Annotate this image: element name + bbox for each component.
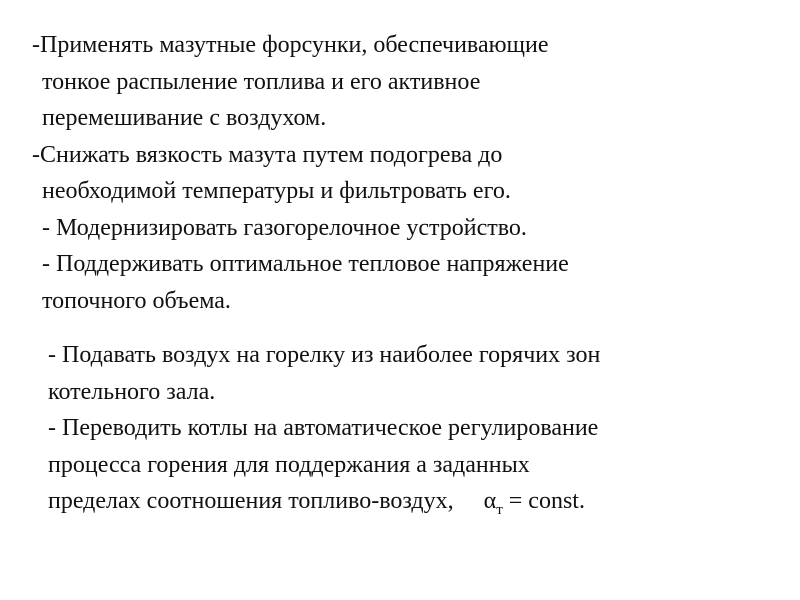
text-line: пределах соотношения топливо-воздух, — [48, 488, 454, 514]
alpha-subscript: т — [496, 502, 503, 518]
text-line: процесса горения для поддержания а заданных — [48, 451, 530, 478]
text-line: топочного объема. — [42, 287, 231, 314]
text-line-with-formula — [48, 483, 600, 520]
text-line: -Снижать вязкость мазута путем подогрева до — [32, 141, 503, 168]
text-line: перемешивание с воздухом. — [42, 105, 327, 131]
text-line: - Подавать воздух на горелку из наиболее горячих зон — [48, 342, 601, 368]
text-line: - Модернизировать газогорелочное устройство. — [42, 214, 527, 241]
recommendations-bottom-block — [48, 337, 600, 520]
text-line: -Применять мазутные форсунки, обеспечивающие — [32, 32, 549, 58]
alpha-symbol: α — [483, 488, 497, 514]
text-line: - Поддерживать оптимальное тепловое напряжение — [42, 251, 569, 277]
recommendations-top-block — [32, 27, 569, 319]
text-line: - Переводить котлы на автоматическое регулирование — [48, 415, 599, 441]
formula-rest: = const. — [502, 488, 585, 514]
text-line: котельного зала. — [48, 378, 216, 405]
text-line: тонкое распыление топлива и его активное — [42, 68, 481, 95]
text-line: необходимой температуры и фильтровать его. — [42, 178, 511, 204]
